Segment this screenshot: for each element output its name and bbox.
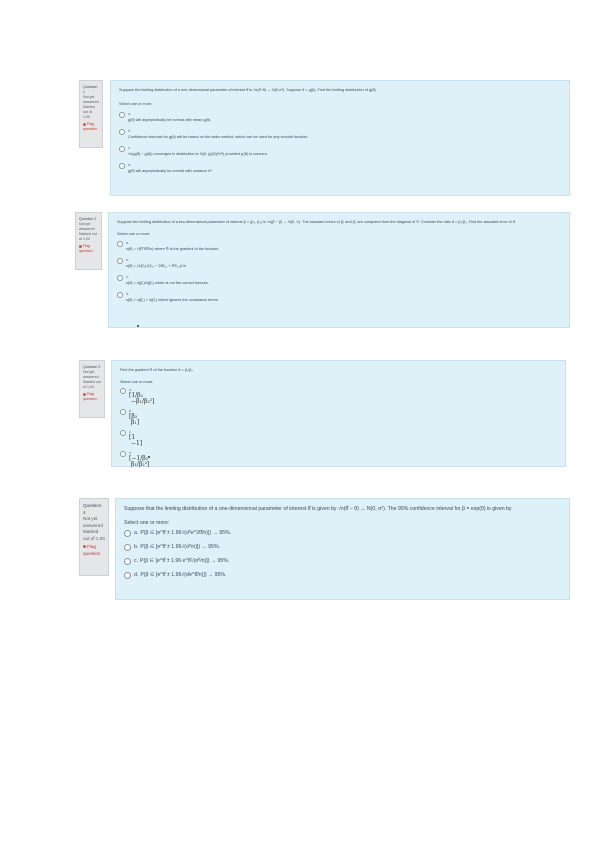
flag-label: Flag question (83, 122, 97, 131)
answer-option[interactable] (117, 240, 561, 252)
flag-icon (83, 545, 86, 548)
option-text: P(β ∈ [e^θ̂ ± 1.96√(σ̂²e^2θ̂/n)]) → 95%. (140, 530, 232, 536)
option-text: s(θ̂) = √(R̂'V̂R̂/n) where R̂ is the gradient of the function. (126, 247, 220, 251)
answer-option[interactable] (124, 571, 561, 579)
checkbox[interactable] (119, 146, 125, 152)
checkbox[interactable] (117, 275, 123, 281)
answer-option[interactable] (120, 429, 557, 447)
question-status: Not yet answered (79, 222, 95, 231)
answer-option[interactable] (124, 543, 561, 551)
answer-option[interactable] (120, 408, 557, 426)
option-letter: d. (134, 572, 139, 578)
question-marks: Marked out of 1.00 (83, 529, 105, 541)
flag-question-link[interactable] (79, 244, 98, 254)
question-prompt: Suppose that the limiting distribution of a one-dimensional parameter of interest θ̂ is given by √n(θ̂ − θ) → N(0, σ²). The 95% confidence interval for β = exp(θ) is given by (124, 506, 512, 512)
option-letter: b. (128, 129, 132, 133)
option-letter: c. (128, 146, 131, 150)
flag-label: Flag question (83, 392, 97, 401)
checkbox[interactable] (117, 292, 123, 298)
radio-button[interactable] (124, 572, 131, 579)
option-letter: c. (134, 558, 139, 564)
answer-option[interactable] (120, 450, 557, 468)
option-text: √n(g(θ̂) − g(θ)) converges in distribution to N(0, (g'(θ))²σ²) provided g'(θ) is nonzero. (128, 152, 268, 156)
option-text: s(θ̂) = s(β̂₁)/s(β̂₂) which is not the correct formula. (126, 281, 209, 285)
option-letter: d. (126, 292, 130, 296)
answer-option[interactable] (124, 557, 561, 565)
matrix-entry: β₁/β₂² (130, 461, 148, 468)
option-text: s(θ̂) = (1/β̂₂)√(v̂₁₁ − 2θ̂v̂₁₂ + θ̂²v̂₂₂)/√n (126, 264, 187, 268)
question-status: Not yet answered (83, 516, 103, 528)
flag-label: Flag question (79, 244, 93, 253)
question-number: Question 2 (79, 217, 97, 221)
checkbox[interactable] (119, 163, 125, 169)
flag-question-link[interactable] (83, 122, 99, 132)
option-letter: d. (129, 451, 133, 455)
flag-icon (83, 393, 86, 396)
radio-button[interactable] (124, 558, 131, 565)
flag-icon (83, 123, 86, 126)
question-status: Not yet answered (83, 370, 99, 379)
option-text: P(β ∈ [e^θ̂ ± 1.96√(σ̂²/n)]) → 95%. (140, 544, 220, 550)
option-letter: a. (129, 388, 133, 392)
question-status: Not yet answered (83, 95, 99, 104)
question-info (75, 212, 102, 270)
matrix-entry: −1/β₂ (131, 455, 149, 462)
option-text: P(β ∈ [e^θ̂ ± 1.96√(σ̂e^θ̂/n)]) → 95%. (140, 572, 227, 578)
answer-option[interactable] (120, 387, 557, 405)
matrix-entry: 1 (131, 434, 136, 441)
question-prompt: Suppose the limiting distribution of a one-dimensional parameter of interest θ̂ is √n(θ̂−θ) → N(0,σ²). Suppose θ = g(β), Find the limiting distribution of g(θ̂). (119, 88, 377, 92)
checkbox[interactable] (120, 388, 126, 394)
option-letter: a. (128, 112, 132, 116)
question-prompt: Find the gradient R of the function θ = β₁/β₂. (120, 368, 194, 372)
question-marks: Marked out of 1.00 (79, 232, 97, 241)
option-matrix: [β₂ β₁] (129, 413, 140, 426)
question-number: Question 4 (83, 503, 102, 515)
question-prompt: Suppose the limiting distribution of a two-dimensional parameter of interest β = (β₁, β₂) is √n(β̂ − β) → N(0, V). The standard errors of β̂₁ and β̂₂ are computed from the diagonal of V̂. Consider the ratio θ = β₁/β₂. Find the standard error of θ̂. (117, 220, 516, 224)
option-text: P(β ∈ [e^θ̂ ± 1.96 e^θ̂√(σ̂²/n)]) → 95%. (140, 558, 230, 564)
checkbox[interactable] (117, 258, 123, 264)
select-label: Select one or more: (124, 520, 170, 526)
answer-option[interactable] (119, 145, 561, 157)
option-letter: a. (126, 241, 130, 245)
radio-button[interactable] (124, 530, 131, 537)
flag-question-link[interactable] (83, 392, 101, 402)
select-label: Select one or more: (117, 232, 151, 236)
option-matrix: [1 −1] (129, 434, 143, 447)
question-content (110, 80, 570, 196)
question-content (108, 212, 570, 328)
checkbox[interactable] (117, 241, 123, 247)
option-text: s(θ̂) = s(β̂₁) + s(β̂₂) which ignores the covariance terms. (126, 298, 219, 302)
question-info (79, 80, 103, 148)
answer-option[interactable] (117, 274, 561, 286)
cursor-dot (148, 456, 150, 458)
option-matrix: [1/β₂ −β₁/β₂²] (129, 392, 155, 405)
checkbox[interactable] (120, 430, 126, 436)
question-marks: Marked out of 1.00 (83, 380, 101, 389)
matrix-entry: β₁ (130, 419, 137, 426)
option-text: Confidence intervals for g(θ) will be based on the delta method, which can be used for any smooth function. (128, 135, 309, 139)
matrix-entry: β₂ (131, 413, 138, 420)
checkbox[interactable] (119, 112, 125, 118)
option-letter: b. (129, 409, 133, 413)
question-number: Question 1 (83, 85, 98, 94)
answer-option[interactable] (119, 162, 561, 174)
checkbox[interactable] (120, 409, 126, 415)
select-label: Select one or more: (120, 380, 154, 384)
matrix-entry: −β₁/β₂² (130, 398, 153, 405)
option-letter: c. (126, 275, 129, 279)
select-label: Select one or more: (119, 102, 153, 106)
answer-option[interactable] (117, 257, 561, 269)
option-matrix: [−1/β₂ β₁/β₂²] (129, 455, 150, 468)
answer-option[interactable] (119, 128, 561, 140)
flag-label: Flag question (83, 544, 101, 556)
option-letter: c. (129, 430, 132, 434)
option-letter: b. (134, 544, 139, 550)
checkbox[interactable] (120, 451, 126, 457)
question-info (79, 360, 105, 418)
option-text: g(θ̂) will asymptotically be normal with variance σ². (128, 169, 213, 173)
option-letter: d. (128, 163, 132, 167)
matrix-entry: −1 (130, 440, 140, 447)
flag-icon (79, 245, 82, 248)
answer-option[interactable] (119, 111, 561, 123)
matrix-entry: 1/β₂ (131, 392, 144, 399)
answer-option[interactable] (117, 291, 561, 303)
cursor-dot (137, 325, 139, 327)
answer-option[interactable] (124, 529, 561, 537)
question-number: Question 3 (83, 365, 101, 369)
option-text: g(θ̂) will asymptotically be normal with mean g(θ). (128, 118, 212, 122)
question-content (111, 360, 566, 467)
flag-question-link[interactable] (83, 544, 105, 557)
option-letter: a. (134, 530, 139, 536)
question-marks: Marked out of 1.00 (83, 105, 95, 119)
checkbox[interactable] (119, 129, 125, 135)
question-content (115, 498, 570, 600)
option-letter: b. (126, 258, 130, 262)
radio-button[interactable] (124, 544, 131, 551)
question-info (79, 498, 109, 576)
